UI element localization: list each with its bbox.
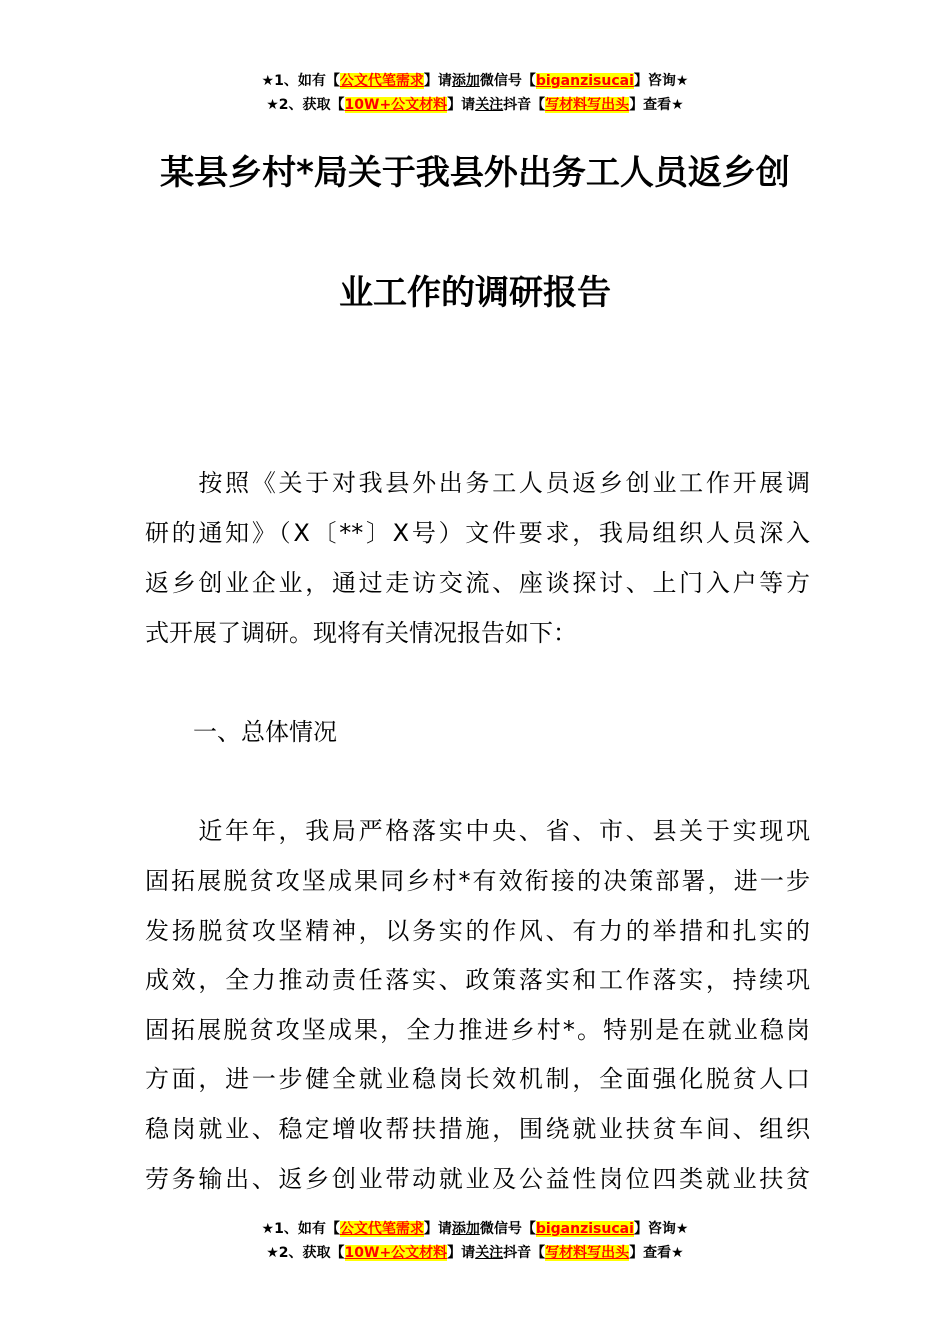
promo-banner-bottom-line-2 — [0, 1243, 950, 1263]
banner-text: ★2、获取【 — [266, 1245, 345, 1261]
paragraph-line: 劳务输出、返乡创业带动就业及公益性岗位四类就业扶贫 — [145, 1165, 810, 1193]
banner-text: 】查看★ — [629, 97, 684, 113]
banner-highlight: 公文代笔需求 — [339, 73, 424, 89]
banner-text: 微信号【 — [479, 73, 536, 89]
banner-text: 】请 — [447, 1245, 476, 1261]
banner-text: ★1、如有【 — [261, 73, 340, 89]
paragraph-line: 固拓展脱贫攻坚成果同乡村*有效衔接的决策部署，进一步 — [145, 867, 810, 895]
banner-text: 抖音【 — [503, 97, 546, 113]
banner-text: 】请 — [423, 1221, 452, 1237]
banner-text: 微信号【 — [479, 1221, 536, 1237]
paragraph-line: 稳岗就业、稳定增收帮扶措施，围绕就业扶贫车间、组织 — [145, 1115, 810, 1143]
banner-text: 】查看★ — [629, 1245, 684, 1261]
banner-highlight: 10W+公文材料 — [344, 97, 448, 113]
banner-highlight: 写材料写出头 — [545, 97, 630, 113]
banner-highlight: 公文代笔需求 — [339, 1221, 424, 1237]
paragraph-line: 研的通知》（X〔**〕X号）文件要求，我局组织人员深入 — [145, 519, 810, 547]
banner-highlight: biganzisucai — [535, 1221, 634, 1237]
paragraph-line: 成效，全力推动责任落实、政策落实和工作落实，持续巩 — [145, 966, 810, 994]
banner-text: ★2、获取【 — [266, 97, 345, 113]
banner-underlined-text: 关注 — [475, 97, 504, 113]
banner-highlight: 写材料写出头 — [545, 1245, 630, 1261]
banner-text: 抖音【 — [503, 1245, 546, 1261]
banner-text: 】咨询★ — [633, 1221, 689, 1237]
promo-banner-top-line-1 — [0, 71, 950, 91]
banner-highlight: biganzisucai — [535, 73, 634, 89]
banner-text: 】请 — [447, 97, 476, 113]
promo-banner-bottom-line-1 — [0, 1219, 950, 1239]
paragraph-line: 发扬脱贫攻坚精神，以务实的作风、有力的举措和扎实的 — [145, 917, 810, 945]
paragraph-line: 方面，进一步健全就业稳岗长效机制，全面强化脱贫人口 — [145, 1065, 810, 1093]
banner-underlined-text: 添加 — [451, 73, 480, 89]
banner-text: 】请 — [423, 73, 452, 89]
paragraph-line: 式开展了调研。现将有关情况报告如下： — [145, 619, 577, 647]
section-heading: 一、总体情况 — [145, 718, 337, 746]
banner-highlight: 10W+公文材料 — [344, 1245, 448, 1261]
paragraph-line: 固拓展脱贫攻坚成果，全力推进乡村*。特别是在就业稳岗 — [145, 1016, 810, 1044]
paragraph-line: 按照《关于对我县外出务工人员返乡创业工作开展调 — [145, 469, 810, 497]
banner-underlined-text: 添加 — [451, 1221, 480, 1237]
banner-underlined-text: 关注 — [475, 1245, 504, 1261]
banner-text: 】咨询★ — [633, 73, 689, 89]
paragraph-line: 返乡创业企业，通过走访交流、座谈探讨、上门入户等方 — [145, 569, 810, 597]
banner-text: ★1、如有【 — [261, 1221, 340, 1237]
document-title-line-2: 业工作的调研报告 — [339, 273, 611, 313]
promo-banner-top-line-2 — [0, 95, 950, 115]
document-title-line-1: 某县乡村*局关于我县外出务工人员返乡创 — [160, 153, 790, 193]
paragraph-line: 近年年，我局严格落实中央、省、市、县关于实现巩 — [145, 817, 810, 845]
